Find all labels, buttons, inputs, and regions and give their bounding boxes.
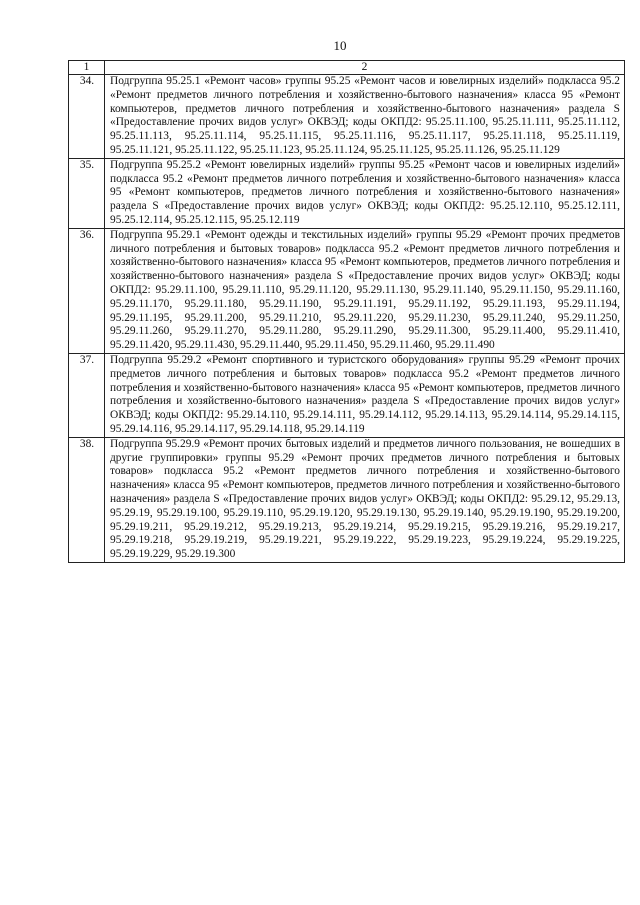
- table-row: [69, 158, 625, 228]
- row-number: 37.: [69, 353, 105, 437]
- table-row: [69, 228, 625, 353]
- row-number: 36.: [69, 228, 105, 353]
- table-row: [69, 353, 625, 437]
- column-header-number: 1: [69, 61, 105, 75]
- row-description: Подгруппа 95.25.2 «Ремонт ювелирных изделий» группы 95.25 «Ремонт часов и ювелирных изделий» подкласса 95.2 «Ремонт предметов личного потребления и хозяйственно-бытового назначения» класса 95 «Ремонт компьютеров, предметов личного потребления и хозяйственно-бытового назначения» раздела S «Предоставление прочих видов услуг» ОКВЭД; коды ОКПД2: 95.25.12.110, 95.25.12.111, 95.25.12.114, 95.25.12.115, 95.25.12.119: [105, 158, 625, 228]
- row-description: Подгруппа 95.29.9 «Ремонт прочих бытовых изделий и предметов личного пользования, не вошедших в другие группировки» группы 95.29 «Ремонт прочих предметов личного потребления и бытовых товаров» подкласса 95.2 «Ремонт предметов личного потребления и хозяйственно-бытового назначения» класса 95 «Ремонт компьютеров, предметов личного потребления и хозяйственно-бытового назначения» раздела S «Предоставление прочих видов услуг» ОКВЭД; коды ОКПД2: 95.29.12, 95.29.13, 95.29.19, 95.29.19.100, 95.29.19.110, 95.29.19.120, 95.29.19.130, 95.29.19.140, 95.29.19.190, 95.29.19.200, 95.29.19.211, 95.29.19.212, 95.29.19.213, 95.29.19.214, 95.29.19.215, 95.29.19.216, 95.29.19.217, 95.29.19.218, 95.29.19.219, 95.29.19.221, 95.29.19.222, 95.29.19.223, 95.29.19.224, 95.29.19.225, 95.29.19.229, 95.29.19.300: [105, 437, 625, 562]
- classification-table: [68, 60, 625, 563]
- row-number: 35.: [69, 158, 105, 228]
- row-number: 38.: [69, 437, 105, 562]
- column-header-description: 2: [105, 61, 625, 75]
- row-number: 34.: [69, 75, 105, 159]
- row-description: Подгруппа 95.29.2 «Ремонт спортивного и туристского оборудования» группы 95.29 «Ремонт прочих предметов личного потребления и бытовых товаров» подкласса 95.2 «Ремонт предметов личного потребления и хозяйственно-бытового назначения» класса 95 «Ремонт компьютеров, предметов личного потребления и хозяйственно-бытового назначения» раздела S «Предоставление прочих видов услуг» ОКВЭД; коды ОКПД2: 95.29.14.110, 95.29.14.111, 95.29.14.112, 95.29.14.113, 95.29.14.114, 95.29.14.115, 95.29.14.116, 95.29.14.117, 95.29.14.118, 95.29.14.119: [105, 353, 625, 437]
- page-number: 10: [333, 38, 347, 53]
- row-description: Подгруппа 95.25.1 «Ремонт часов» группы 95.25 «Ремонт часов и ювелирных изделий» подкласса 95.2 «Ремонт предметов личного потребления и хозяйственно-бытового назначения» класса 95 «Ремонт компьютеров, предметов личного потребления и хозяйственно-бытового назначения» раздела S «Предоставление прочих видов услуг» ОКВЭД; коды ОКПД2: 95.25.11.100, 95.25.11.111, 95.25.11.112, 95.25.11.113, 95.25.11.114, 95.25.11.115, 95.25.11.116, 95.25.11.117, 95.25.11.118, 95.25.11.119, 95.25.11.121, 95.25.11.122, 95.25.11.123, 95.25.11.124, 95.25.11.125, 95.25.11.126, 95.25.11.129: [105, 75, 625, 159]
- table-row: [69, 75, 625, 159]
- table-row: [69, 437, 625, 562]
- row-description: Подгруппа 95.29.1 «Ремонт одежды и текстильных изделий» группы 95.29 «Ремонт прочих предметов личного потребления и бытовых товаров» подкласса 95.2 «Ремонт предметов личного потребления и хозяйственно-бытового назначения» класса 95 «Ремонт компьютеров, предметов личного потребления и хозяйственно-бытового назначения» раздела S «Предоставление прочих видов услуг» ОКВЭД; коды ОКПД2: 95.29.11.100, 95.29.11.110, 95.29.11.120, 95.29.11.130, 95.29.11.140, 95.29.11.150, 95.29.11.160, 95.29.11.170, 95.29.11.180, 95.29.11.190, 95.29.11.191, 95.29.11.192, 95.29.11.193, 95.29.11.194, 95.29.11.195, 95.29.11.200, 95.29.11.210, 95.29.11.220, 95.29.11.230, 95.29.11.240, 95.29.11.250, 95.29.11.260, 95.29.11.270, 95.29.11.280, 95.29.11.290, 95.29.11.300, 95.29.11.400, 95.29.11.410, 95.29.11.420, 95.29.11.430, 95.29.11.440, 95.29.11.450, 95.29.11.460, 95.29.11.490: [105, 228, 625, 353]
- table-header-row: [69, 61, 625, 75]
